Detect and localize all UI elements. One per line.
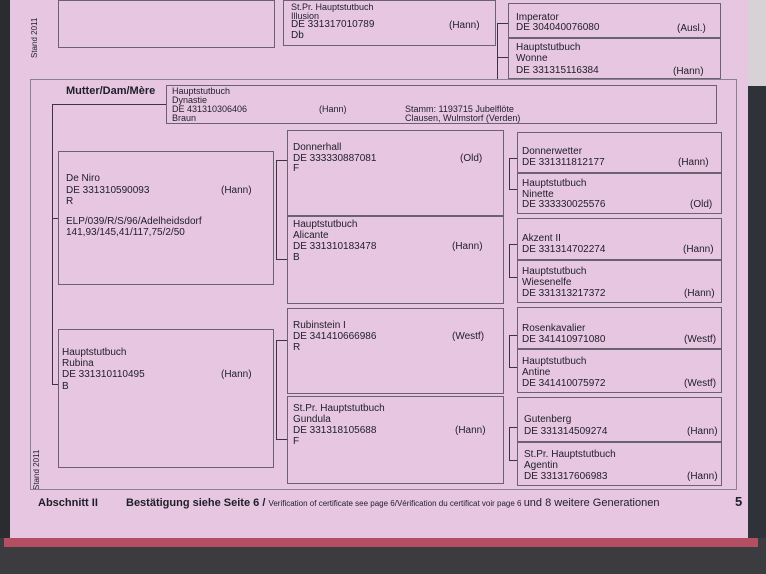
- gen3-4-id: DE 331313217372: [522, 288, 606, 299]
- top-right2-id: DE 331315116384: [516, 65, 599, 76]
- gen3-4-region: (Hann): [684, 288, 715, 299]
- footer-generations: und 8 weitere Generationen: [523, 497, 660, 509]
- connector-line: [497, 57, 508, 58]
- gen2-4-name: Gundula: [293, 414, 331, 425]
- connector-line: [276, 439, 287, 440]
- gen3-8-name: Agentin: [524, 460, 558, 471]
- connector-line: [276, 340, 277, 440]
- gen2-2-id: DE 331310183478: [293, 241, 377, 252]
- connector-line: [509, 367, 517, 368]
- mother-region: (Hann): [319, 104, 347, 114]
- dam-name: Rubina: [62, 358, 94, 369]
- connector-line: [509, 158, 510, 190]
- gen3-7-id: DE 331314509274: [524, 426, 608, 437]
- gen3-4-name: Wiesenelfe: [522, 277, 572, 288]
- connector-line: [509, 460, 517, 461]
- gen2-3-color: R: [293, 342, 301, 353]
- gen3-8-region: (Hann): [687, 471, 718, 482]
- page-number: 5: [735, 494, 743, 509]
- gen2-4-line1: St.Pr. Hauptstutbuch: [293, 403, 385, 414]
- gen3-3-name: Akzent II: [522, 233, 561, 244]
- gen2-4-region: (Hann): [455, 425, 486, 436]
- gen3-8-id: DE 331317606983: [524, 471, 608, 482]
- top-mid-region: (Hann): [449, 20, 480, 31]
- connector-line: [509, 158, 517, 159]
- dam-line1: Hauptstutbuch: [62, 347, 127, 358]
- footer-confirmation: [126, 497, 659, 509]
- connector-line: [509, 244, 517, 245]
- gen3-8-line1: St.Pr. Hauptstutbuch: [524, 449, 616, 460]
- sire-id: DE 331310590093: [66, 185, 150, 196]
- gen2-1-name: Donnerhall: [293, 142, 342, 153]
- gen3-6-id: DE 341410075972: [522, 378, 606, 389]
- top-right1-id: DE 304040076080: [516, 22, 600, 33]
- gen3-2-region: (Old): [690, 199, 713, 210]
- gen2-2-color: B: [293, 252, 300, 263]
- top-right2-line2: Wonne: [516, 53, 548, 64]
- gen3-5-id: DE 341410971080: [522, 334, 606, 345]
- section-label: Abschnitt II: [38, 497, 98, 509]
- gen3-6-name: Antine: [522, 367, 551, 378]
- top-right2-line1: Hauptstutbuch: [516, 42, 581, 53]
- gen3-7-name: Gutenberg: [524, 414, 572, 425]
- connector-line: [509, 335, 510, 368]
- gen3-1-name: Donnerwetter: [522, 146, 583, 157]
- connector-line: [497, 23, 498, 79]
- gen2-2-line1: Hauptstutbuch: [293, 219, 358, 230]
- mother-id: DE 431310306406: [172, 104, 248, 114]
- gen2-1-region: (Old): [460, 153, 483, 164]
- gen3-3-region: (Hann): [683, 244, 714, 255]
- gen2-1-color: F: [293, 163, 300, 174]
- gen3-2-id: DE 333330025576: [522, 199, 606, 210]
- top-right1-region: (Ausl.): [677, 23, 706, 34]
- top-mid-color: Db: [291, 30, 304, 41]
- gen3-6-region: (Westf): [684, 378, 717, 389]
- gen2-4-color: F: [293, 436, 300, 447]
- top-left-box: [58, 0, 275, 48]
- mother-stamm: Stamm: 1193715 Jubelflöte: [405, 104, 514, 114]
- gen3-2-line1: Hauptstutbuch: [522, 178, 587, 189]
- gen2-2-region: (Hann): [452, 241, 483, 252]
- connector-line: [509, 277, 517, 278]
- connector-line: [276, 340, 287, 341]
- top-mid-line1: St.Pr. Hauptstutbuch: [291, 2, 374, 12]
- connector-line: [509, 335, 517, 336]
- sire-perf-code: ELP/039/R/S/96/Adelheidsdorf: [66, 216, 202, 227]
- top-mid-line2: Illusion: [291, 11, 320, 21]
- connector-line: [509, 189, 517, 190]
- top-right1-name: Imperator: [516, 12, 559, 23]
- mother-breeder: Clausen, Wulmstorf (Verden): [405, 113, 521, 123]
- mother-heading: Mutter/Dam/Mère: [66, 85, 156, 97]
- connector-line: [276, 160, 287, 161]
- connector-line: [509, 427, 510, 461]
- gen3-1-id: DE 331311812177: [522, 157, 605, 168]
- gen3-7-region: (Hann): [687, 426, 718, 437]
- book-red-edge: [4, 538, 758, 547]
- sire-perf-values: 141,93/145,41/117,75/2/50: [66, 227, 185, 238]
- connector-line: [276, 259, 287, 260]
- top-mid-id: DE 331317010789: [291, 19, 375, 30]
- gen3-5-region: (Westf): [684, 334, 717, 345]
- gen3-3-id: DE 331314702274: [522, 244, 606, 255]
- gen3-5-name: Rosenkavalier: [522, 323, 586, 334]
- footer-confirmation-bold: Bestätigung siehe Seite 6 /: [126, 497, 269, 509]
- sire-region: (Hann): [221, 185, 252, 196]
- dam-id: DE 331310110495: [62, 369, 145, 380]
- connector-line: [509, 244, 510, 278]
- dam-color: B: [62, 381, 69, 392]
- mother-line1: Hauptstutbuch: [172, 86, 231, 96]
- gen2-3-name: Rubinstein I: [293, 320, 346, 331]
- connector-line: [497, 23, 508, 24]
- gen2-2-name: Alicante: [293, 230, 329, 241]
- connector-line: [52, 104, 53, 384]
- gen2-3-region: (Westf): [452, 331, 485, 342]
- sire-name: De Niro: [66, 173, 100, 184]
- side-stamp-top: Stand 2011: [30, 17, 39, 58]
- gen2-1-id: DE 333330887081: [293, 153, 377, 164]
- side-stamp-bottom: Stand 2011: [32, 449, 41, 490]
- book-spine: [0, 0, 10, 574]
- gen3-1-region: (Hann): [678, 157, 709, 168]
- mother-color: Braun: [172, 113, 197, 123]
- gen3-2-name: Ninette: [522, 189, 554, 200]
- gen2-3-id: DE 341410666986: [293, 331, 377, 342]
- gen2-4-id: DE 331318105688: [293, 425, 377, 436]
- connector-line: [276, 160, 277, 260]
- footer-confirmation-small: Verification of certificate see page 6/Vérification du certificat voir page 6: [268, 499, 524, 508]
- sire-color: R: [66, 196, 74, 207]
- gen3-6-line1: Hauptstutbuch: [522, 356, 587, 367]
- gen3-4-line1: Hauptstutbuch: [522, 266, 587, 277]
- connector-line: [52, 104, 166, 105]
- mother-name: Dynastie: [172, 95, 208, 105]
- dark-background: [748, 86, 766, 574]
- connector-line: [509, 427, 517, 428]
- top-right2-region: (Hann): [673, 66, 704, 77]
- dam-region: (Hann): [221, 369, 252, 380]
